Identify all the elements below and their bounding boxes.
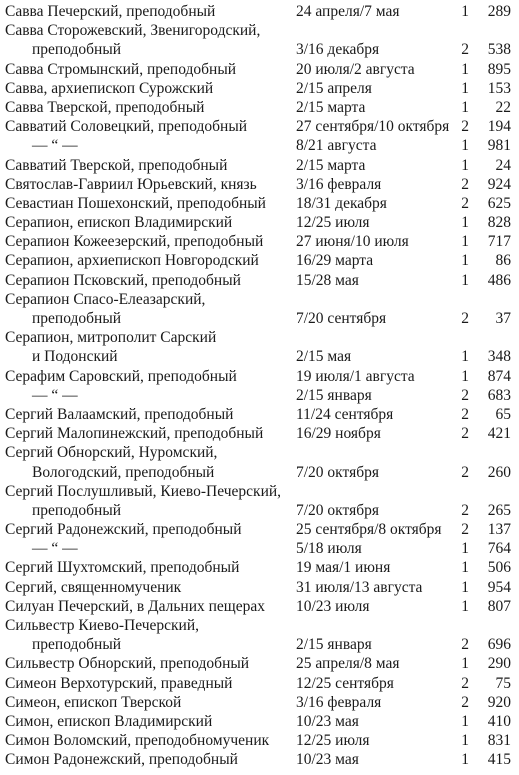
saint-name: Савва, архиепископ Сурожский xyxy=(5,79,214,97)
saint-name: Серапион, архиепископ Новгородский xyxy=(5,252,259,270)
feast-date: 7/20 сентября xyxy=(296,310,387,327)
feast-date: 10/23 мая xyxy=(296,712,359,730)
volume-number: 1 xyxy=(461,137,469,155)
volume-number: 2 xyxy=(461,693,469,711)
saint-name: — “ — xyxy=(32,137,78,155)
feast-date: 12/25 сентября xyxy=(296,674,394,692)
page-number: 920 xyxy=(487,693,511,711)
page-number: 625 xyxy=(487,194,511,212)
saint-name: Савва Стромынский, преподобный xyxy=(5,60,237,78)
page-number: 75 xyxy=(495,674,511,692)
index-entry xyxy=(0,616,519,654)
volume-number: 2 xyxy=(461,674,469,692)
feast-date: 24 апреля/7 мая xyxy=(296,3,400,20)
page-number: 954 xyxy=(487,578,511,596)
index-entry xyxy=(0,367,519,386)
saint-name: Симон Воломский, преподобномученик xyxy=(5,732,270,750)
index-entry xyxy=(0,424,519,443)
entry-line xyxy=(0,386,519,405)
feast-date: 25 апреля/8 мая xyxy=(296,655,400,673)
page-number: 764 xyxy=(487,540,511,558)
page-number: 65 xyxy=(495,405,511,423)
entry-line xyxy=(0,520,519,539)
entry-line xyxy=(0,750,519,769)
saint-name: Сильвестр Обнорский, преподобный xyxy=(5,655,250,673)
saint-name: Сергий, священномученик xyxy=(5,578,182,596)
index-entry xyxy=(0,750,519,769)
entry-line xyxy=(0,40,519,59)
saint-name-continuation: преподобный xyxy=(32,310,122,327)
entry-line xyxy=(0,117,519,136)
page-number: 290 xyxy=(487,655,511,673)
saint-name: Серапион, митрополит Сарский xyxy=(5,329,217,347)
entry-line xyxy=(0,501,519,520)
feast-date: 11/24 сентября xyxy=(296,405,394,423)
index-entry xyxy=(0,328,519,366)
feast-date: 25 сентября/8 октября xyxy=(296,521,442,539)
saint-name: — “ — xyxy=(32,540,78,558)
entry-line xyxy=(0,654,519,673)
saint-name-continuation: преподобный xyxy=(32,41,122,59)
volume-number: 1 xyxy=(461,578,469,596)
feast-date: 7/20 октября xyxy=(296,501,379,519)
index-entry xyxy=(0,482,519,520)
index-entry xyxy=(0,405,519,424)
saint-name: Савва Сторожевский, Звенигородский, xyxy=(5,22,261,40)
page-number: 807 xyxy=(487,597,511,615)
volume-number: 1 xyxy=(461,271,469,289)
index-entry xyxy=(0,60,519,79)
entry-line xyxy=(0,290,519,309)
index-entry xyxy=(0,731,519,750)
page-number: 828 xyxy=(487,214,511,232)
index-entry xyxy=(0,539,519,558)
volume-number: 1 xyxy=(461,214,469,232)
saint-name: Савва Печерский, преподобный xyxy=(5,3,216,20)
entry-line xyxy=(0,347,519,366)
saint-name: Савва Тверской, преподобный xyxy=(5,98,205,116)
volume-number: 1 xyxy=(461,712,469,730)
volume-number: 1 xyxy=(461,540,469,558)
entry-line xyxy=(0,21,519,40)
saint-name: Сергий Радонежский, преподобный xyxy=(5,521,242,539)
volume-number: 2 xyxy=(461,425,469,443)
volume-number: 2 xyxy=(461,310,469,327)
saint-name: Серапион, епископ Владимирский xyxy=(5,214,233,232)
saint-name: Савватий Тверской, преподобный xyxy=(5,156,228,174)
saint-name-continuation: и Подонский xyxy=(32,348,118,366)
saint-name: Сергий Малопинежский, преподобный xyxy=(5,425,264,443)
volume-number: 2 xyxy=(461,636,469,654)
index-entry xyxy=(0,578,519,597)
page-number: 696 xyxy=(487,636,511,654)
entry-line xyxy=(0,635,519,654)
index-entry xyxy=(0,251,519,270)
page-number: 831 xyxy=(487,732,511,750)
page-number: 153 xyxy=(487,79,511,97)
entry-line xyxy=(0,482,519,501)
feast-date: 2/15 марта xyxy=(296,98,366,116)
feast-date: 15/28 мая xyxy=(296,271,359,289)
index-entry xyxy=(0,175,519,194)
entry-line xyxy=(0,213,519,232)
page-number: 874 xyxy=(487,367,511,385)
volume-number: 1 xyxy=(461,233,469,251)
feast-date: 20 июля/2 августа xyxy=(296,60,415,78)
entry-line xyxy=(0,463,519,482)
volume-number: 2 xyxy=(461,463,469,481)
feast-date: 3/16 декабря xyxy=(296,41,380,59)
saint-name: Серафим Саровский, преподобный xyxy=(5,367,237,385)
page-number: 24 xyxy=(495,156,511,174)
volume-number: 1 xyxy=(461,3,469,20)
page-number: 410 xyxy=(487,712,511,730)
page-number: 37 xyxy=(495,310,511,327)
entry-line xyxy=(0,674,519,693)
volume-number: 1 xyxy=(461,559,469,577)
feast-date: 5/18 июля xyxy=(296,540,362,558)
volume-number: 1 xyxy=(461,655,469,673)
volume-number: 2 xyxy=(461,521,469,539)
entry-line xyxy=(0,194,519,213)
page-number: 289 xyxy=(487,3,511,20)
entry-line xyxy=(0,367,519,386)
feast-date: 8/21 августа xyxy=(296,137,377,155)
index-entry xyxy=(0,597,519,616)
feast-date: 10/23 июля xyxy=(296,597,370,615)
page-number: 22 xyxy=(495,98,511,116)
volume-number: 2 xyxy=(461,175,469,193)
volume-number: 1 xyxy=(461,79,469,97)
page-number: 924 xyxy=(487,175,511,193)
feast-date: 2/15 марта xyxy=(296,156,366,174)
page-number: 538 xyxy=(487,41,511,59)
index-entry xyxy=(0,443,519,481)
index-entry xyxy=(0,654,519,673)
saint-name: Святослав-Гавриил Юрьевский, князь xyxy=(5,175,257,193)
feast-date: 3/16 февраля xyxy=(296,693,382,711)
saint-name: Сергий Обнорский, Нуромский, xyxy=(5,444,218,462)
feast-date: 16/29 марта xyxy=(296,252,374,270)
saint-name: — “ — xyxy=(32,386,78,404)
feast-date: 19 мая/1 июня xyxy=(296,559,391,577)
saint-name: Серапион Спасо-Елеазарский, xyxy=(5,290,206,308)
feast-date: 3/16 февраля xyxy=(296,175,382,193)
volume-number: 2 xyxy=(461,118,469,136)
volume-number: 1 xyxy=(461,751,469,769)
page-number: 506 xyxy=(487,559,511,577)
volume-number: 2 xyxy=(461,194,469,212)
feast-date: 2/15 января xyxy=(296,386,372,404)
saint-name: Сергий Шухтомский, преподобный xyxy=(5,559,240,577)
feast-date: 2/15 мая xyxy=(296,348,352,366)
volume-number: 1 xyxy=(461,98,469,116)
saint-name: Савватий Соловецкий, преподобный xyxy=(5,118,248,136)
saint-name: Симон, епископ Владимирский xyxy=(5,712,213,730)
index-entry xyxy=(0,712,519,731)
feast-date: 27 сентября/10 октября xyxy=(296,118,450,136)
volume-number: 1 xyxy=(461,367,469,385)
saint-name: Севастиан Пошехонский, преподобный xyxy=(5,194,266,212)
page-number: 717 xyxy=(487,233,511,251)
saint-name: Сергий Валаамский, преподобный xyxy=(5,405,234,423)
volume-number: 1 xyxy=(461,597,469,615)
entry-line xyxy=(0,328,519,347)
feast-date: 10/23 мая xyxy=(296,751,359,769)
entry-line xyxy=(0,136,519,155)
saint-name: Симон Радонежский, преподобный xyxy=(5,751,238,769)
entry-line xyxy=(0,616,519,635)
volume-number: 1 xyxy=(461,348,469,366)
index-entry xyxy=(0,156,519,175)
saint-name: Сергий Послушливый, Киево-Печерский, xyxy=(5,482,282,500)
saint-name: Серапион Псковский, преподобный xyxy=(5,271,241,289)
index-entry xyxy=(0,271,519,290)
entry-line xyxy=(0,251,519,270)
volume-number: 2 xyxy=(461,386,469,404)
index-entry xyxy=(0,21,519,59)
feast-date: 12/25 июля xyxy=(296,214,370,232)
saint-name: Серапион Кожеезерский, преподобный xyxy=(5,233,264,251)
index-entry xyxy=(0,674,519,693)
index-entry xyxy=(0,2,519,21)
feast-date: 19 июля/1 августа xyxy=(296,367,415,385)
index-entry xyxy=(0,98,519,117)
saint-name-continuation: преподобный xyxy=(32,636,122,654)
feast-date: 2/15 апреля xyxy=(296,79,372,97)
index-entry xyxy=(0,213,519,232)
entry-line xyxy=(0,597,519,616)
entry-line xyxy=(0,309,519,328)
saint-name-continuation: преподобный xyxy=(32,501,122,519)
page-number: 86 xyxy=(495,252,511,270)
feast-date: 16/29 ноября xyxy=(296,425,381,443)
entry-line xyxy=(0,539,519,558)
entry-line xyxy=(0,731,519,750)
saint-name: Силуан Печерский, в Дальних пещерах xyxy=(5,597,265,615)
feast-date: 27 июня/10 июля xyxy=(296,233,409,251)
entry-line xyxy=(0,232,519,251)
entry-line xyxy=(0,578,519,597)
volume-number: 1 xyxy=(461,732,469,750)
page-number: 265 xyxy=(487,501,511,519)
entry-line xyxy=(0,175,519,194)
page-number: 348 xyxy=(487,348,511,366)
volume-number: 2 xyxy=(461,501,469,519)
page-number: 194 xyxy=(487,118,511,136)
volume-number: 2 xyxy=(461,405,469,423)
page-number: 415 xyxy=(487,751,511,769)
index-entry xyxy=(0,79,519,98)
page-number: 683 xyxy=(487,386,511,404)
feast-date: 31 июля/13 августа xyxy=(296,578,423,596)
feast-date: 18/31 декабря xyxy=(296,194,387,212)
index-entry xyxy=(0,117,519,136)
index-entry xyxy=(0,520,519,539)
saint-name: Симеон Верхотурский, праведный xyxy=(5,674,233,692)
volume-number: 1 xyxy=(461,252,469,270)
entry-line xyxy=(0,98,519,117)
index-entry xyxy=(0,558,519,577)
entry-line xyxy=(0,2,519,21)
page-number: 260 xyxy=(487,463,511,481)
entry-line xyxy=(0,79,519,98)
volume-number: 1 xyxy=(461,156,469,174)
feast-date: 7/20 октября xyxy=(296,463,379,481)
saint-name: Симеон, епископ Тверской xyxy=(5,693,182,711)
feast-date: 12/25 июля xyxy=(296,732,370,750)
entry-line xyxy=(0,558,519,577)
page-number: 486 xyxy=(487,271,511,289)
page-number: 137 xyxy=(487,521,511,539)
index-entry xyxy=(0,194,519,213)
feast-date: 2/15 января xyxy=(296,636,372,654)
entry-line xyxy=(0,156,519,175)
volume-number: 2 xyxy=(461,41,469,59)
page-number: 895 xyxy=(487,60,511,78)
entry-line xyxy=(0,424,519,443)
page-number: 981 xyxy=(487,137,511,155)
page-number: 421 xyxy=(487,425,511,443)
index-entry xyxy=(0,136,519,155)
index-entry xyxy=(0,693,519,712)
entry-line xyxy=(0,405,519,424)
entry-line xyxy=(0,443,519,462)
index-entry xyxy=(0,386,519,405)
index-entry xyxy=(0,232,519,251)
entry-line xyxy=(0,60,519,79)
volume-number: 1 xyxy=(461,60,469,78)
entry-line xyxy=(0,712,519,731)
entry-line xyxy=(0,271,519,290)
saint-name-continuation: Вологодский, преподобный xyxy=(32,463,215,481)
entry-line xyxy=(0,693,519,712)
index-entry xyxy=(0,290,519,328)
saint-name: Сильвестр Киево-Печерский, xyxy=(5,617,200,634)
